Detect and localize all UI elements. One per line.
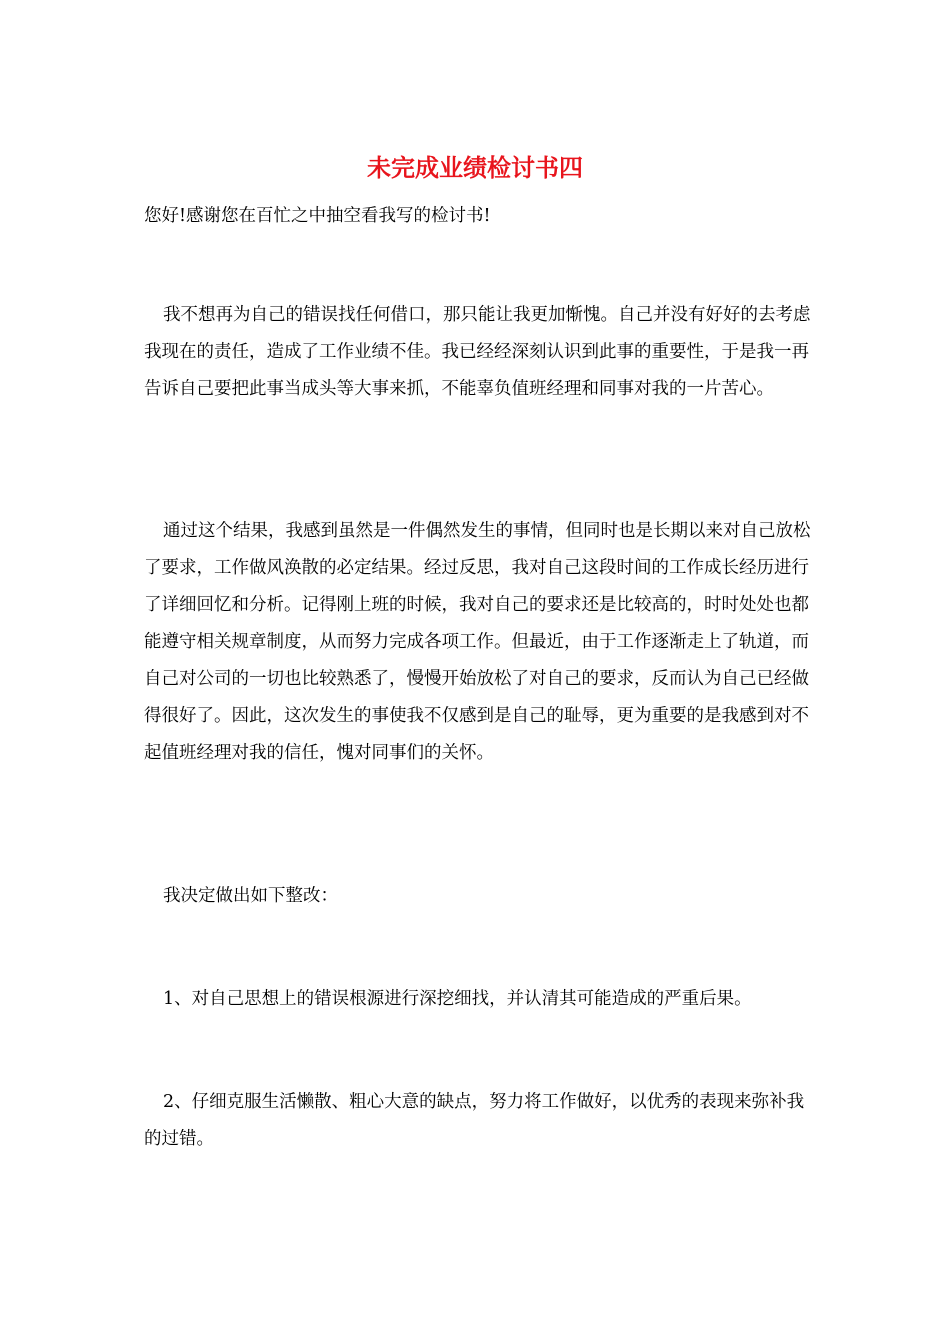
body-paragraph-5: 2、仔细克服生活懒散、粗心大意的缺点，努力将工作做好，以优秀的表现来弥补我的过错。 (144, 1092, 805, 1149)
body-paragraph-4: 1、对自己思想上的错误根源进行深挖细找，并认清其可能造成的严重后果。 (163, 989, 752, 1009)
document-title: 未完成业绩检讨书四 (367, 153, 583, 182)
body-paragraph-1: 我不想再为自己的错误找任何借口，那只能让我更加惭愧。自己并没有好好的去考虑我现在的责任，造成了工作业绩不佳。我已经经深刻认识到此事的重要性，于是我一再告诉自己要把此事当成头等大事来抓，不能辜负值班经理和同事对我的一片苦心。 (144, 305, 811, 399)
body-paragraph-3: 我决定做出如下整改： (163, 886, 338, 906)
body-paragraph-2: 通过这个结果，我感到虽然是一件偶然发生的事情，但同时也是长期以来对自己放松了要求，工作做风涣散的必定结果。经过反思，我对自己这段时间的工作成长经历进行了详细回忆和分析。记得刚上班的时候，我对自己的要求还是比较高的，时时处处也都能遵守相关规章制度，从而努力完成各项工作。但最近，由于工作逐渐走上了轨道，而自己对公司的一切也比较熟悉了，慢慢开始放松了对自己的要求，反而认为自己已经做得很好了。因此，这次发生的事使我不仅感到是自己的耻辱，更为重要的是我感到对不起值班经理对我的信任，愧对同事们的关怀。 (144, 521, 811, 763)
greeting-paragraph: 您好!感谢您在百忙之中抽空看我写的检讨书! (144, 206, 491, 226)
